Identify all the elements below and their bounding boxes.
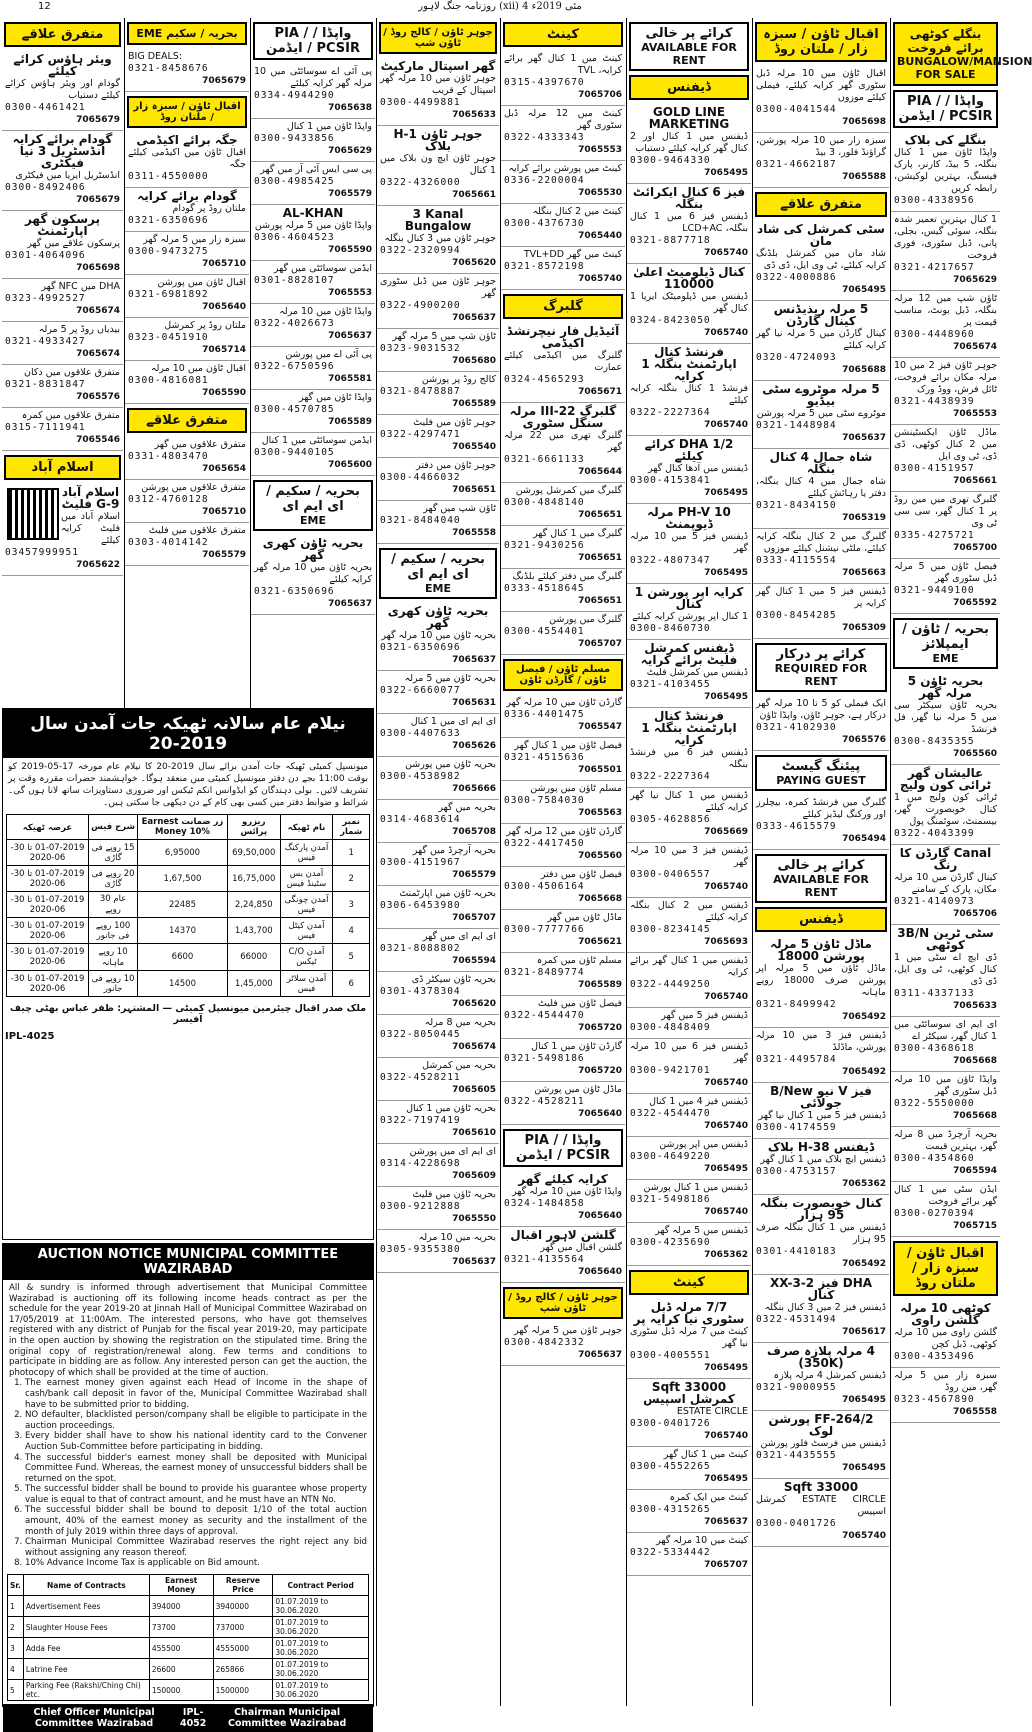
notice-body — [3, 1280, 373, 1572]
column-bungalow-sale — [891, 18, 1032, 1706]
ad-listing: بحریہ ٹاؤن کھری گھر بحریہ ٹاؤن میں 10 مرلہ گھر کرایہ کیلئے 0321-6350696 7065637 — [251, 535, 375, 615]
ad-listing: بحریہ آرچرڈ میں گھر 0300-4151967 7065579 — [377, 843, 499, 886]
ad-listing: فیصل ٹاؤن میں دفتر 0300-4506164 7065668 — [501, 867, 625, 910]
ad-listing: ٹاؤن شپ میں گھر 0321-8484040 7065558 — [377, 501, 499, 544]
notice-signature: ملک صدر اقبال چیئرمین میونسپل کمیٹی — المشتہر: ظفر عباس بھٹی چیف آفیسر — [9, 1003, 367, 1025]
ad-listing: DHA فیز 2-XX-3 کنال ڈیفنس فیز 2 میں 3 کنال بنگلہ 0322-4531494 7065617 — [753, 1275, 889, 1343]
section-header-cantt: کینٹ — [503, 22, 623, 47]
table-cell: 4 — [8, 1659, 24, 1680]
ad-listing: ڈیفنس فیز 3 میں 10 مرلہ گھر 0300-0406557 7065740 — [627, 843, 751, 898]
table-cell: 3 — [333, 892, 370, 918]
ad-listing: کینٹ میں گھر TVL+DD 0321-8572198 7065740 — [501, 247, 625, 290]
ad-listing: ڈیفنس میں اپر پورشن 0300-4649220 7065495 — [627, 1137, 751, 1180]
table-cell: 01-07-2019 تا 30-06-2020 — [7, 892, 89, 918]
ad-listing: مسلم ٹاؤن میں کمرہ 0321-8489774 7065589 — [501, 953, 625, 996]
section-header-available-rent: کرائے پر خالی AVAILABLE FOR RENT — [755, 854, 887, 903]
table-cell: 22485 — [138, 892, 228, 918]
ad-listing: کینٹ میں ایک کمرہ 0300-4315265 7065637 — [627, 1490, 751, 1533]
ad-listing: ڈیفنس فیز 4 میں 1 کنال 0322-4544470 7065740 — [627, 1094, 751, 1137]
ad-listing: 5 مرلہ موٹروے سٹی بیڈیو موٹروے سٹی میں 5 مرلہ پورشن 0321-1448984 7065637 — [753, 381, 889, 449]
section-header-cantt: کینٹ — [629, 1270, 749, 1295]
table-cell: 5 — [333, 944, 370, 971]
ad-listing: 1 کنال بہترین تعمیر شدہ بنگلہ، سوئی گیس، بجلی، پانی، ڈبل سٹوری، فوری فروخت 0321-4217657 7065629 — [891, 212, 1000, 291]
table-cell: 73700 — [149, 1617, 213, 1638]
table-cell: آمدن کیٹل فیس — [280, 918, 333, 944]
ad-listing: جوہر ٹاؤن میں ڈبل سٹوری گھر 0322-4900200 7065637 — [377, 274, 499, 329]
section-header-misc-areas: متفرق علاقے — [127, 408, 247, 433]
column-wapda — [251, 18, 375, 708]
ad-listing: بحریہ میں 8 مرلہ 0322-8050445 7065674 — [377, 1015, 499, 1058]
ad-listing: فیصل ٹاؤن میں 1 کنال گھر 0321-4515636 7065501 — [501, 738, 625, 781]
table-row — [7, 918, 370, 944]
ad-listing: گلبرگ میں فرنشڈ کمرہ، بیچلرز اور ورکنگ لیڈیز کیلئے 0333-4615579 7065494 — [753, 795, 889, 850]
table-cell: 3 — [8, 1638, 24, 1659]
ad-listing: ماڈل ٹاؤن میں گھر 0300-7777766 7065621 — [501, 910, 625, 953]
notice-term: 2. NO defaulter, blacklisted person/company shall be eligible to participate in the auction proceedings. — [25, 1410, 367, 1431]
ad-listing: BIG DEALS: 0321-8458676 7065679 — [125, 49, 249, 92]
column-cantt-gulberg — [501, 18, 625, 1706]
table-cell: عام 30 روپے — [89, 892, 138, 918]
ad-listing: ڈیفنس فیز 5 میں 1 کنال گھر کرایہ پر 0300-8454285 7065309 — [753, 584, 889, 639]
column-rent-iqbal-defence — [753, 18, 889, 1706]
ad-listing: سٹی ٹرین 3B/N کوٹھی ڈی ایچ اے سٹی میں 1 کنال کوٹھی، ٹی وی ایل، ڈی ڈی 0311-4337133 7065633 — [891, 925, 1000, 1017]
auction-notice-english — [2, 1243, 374, 1730]
ad-listing: اقبال ٹاؤن میں 10 مرلہ ڈبل سٹوری گھر کرایہ کیلئے، فیملی کیلئے موزوں 0300-4041544 7065698 — [753, 66, 889, 133]
ad-listing: بحریہ ٹاؤن کھری گھر بحریہ ٹاؤن میں 10 مرلہ گھر 0321-6350696 7065637 — [377, 603, 499, 671]
ad-listing: گھر اسپتال مارکیٹ جوہر ٹاؤن میں 10 مرلہ گھر اسپتال کے قریب 0300-4499881 7065633 — [377, 58, 499, 126]
ad-listing: اقبال ٹاؤن میں پورشن 0321-6981892 7065640 — [125, 275, 249, 318]
ad-listing: 33000 Sqft کمرشل اسپیس ESTATE CIRCLE 0300-0401726 7065740 — [627, 1379, 751, 1447]
ad-listing: Canal گارڈن کا رنگ کینال گارڈن میں 10 مرلہ مکان، پارک کے سامنے 0321-4140973 7065706 — [891, 845, 1000, 925]
notice-title: نیلام عام سالانہ ٹھیکہ جات آمدن سال 2019-20 — [3, 709, 373, 758]
ad-listing: شاہ جمال 4 کنال بنگلہ شاہ جمال میں 4 کنال بنگلہ، دفتر یا رہائش کیلئے 0321-8434150 7065319 — [753, 449, 889, 529]
ad-listing: ٹاؤن شپ میں 12 مرلہ بنگلہ، ڈبل یونٹ، مناسب قیمت پر 0300-4448960 7065674 — [891, 291, 1000, 358]
section-header-eme: EME بحریہ / سکیم — [127, 22, 247, 45]
table-row — [7, 840, 370, 866]
column-misc-islamabad — [2, 18, 123, 708]
table-cell: 394000 — [149, 1596, 213, 1617]
table-cell: 01-07-2019 تا 30-06-2020 — [7, 866, 89, 892]
qr-code-icon — [7, 488, 59, 540]
ad-listing: گارڈن ٹاؤن میں 12 مرلہ گھر 0322-4417450 7065560 — [501, 824, 625, 867]
ad-listing: بحریہ میں 10 مرلہ 0305-9355380 7065637 — [377, 1230, 499, 1273]
table-cell: 01.07.2019 to 30.06.2020 — [273, 1680, 369, 1701]
ad-listing: پرسکون گھر اپارٹمنٹ پرسکون علاقے میں گھر 0301-4064096 7065698 — [2, 211, 123, 279]
ad-listing: ڈیفنس میں 1 کنال نیا گھر کرایہ کیلئے 0305-4628856 7065669 — [627, 788, 751, 843]
ad-listing: 3 Kanal Bungalow جوہر ٹاؤن میں 3 کنال بنگلہ 0322-2320994 7065620 — [377, 206, 499, 274]
table-cell: 01-07-2019 تا 30-06-2020 — [7, 971, 89, 997]
ad-listing: بحریہ میں گھر 0314-4683614 7065708 — [377, 800, 499, 843]
ad-listing: آئیڈیل فار نیچرنشڈ اکیڈمی گلبرگ میں اکیڈمی کیلئے عمارت 0324-4565293 7065671 — [501, 323, 625, 403]
ad-listing: ڈیفنس فیز 5 میں گھر 0300-4848409 — [627, 1008, 751, 1039]
table-cell: Slaughter House Fees — [23, 1617, 149, 1638]
ad-listing: کینٹ میں 10 مرلہ گھر 0322-5334442 7065707 — [627, 1533, 751, 1576]
table-header-cell: زر ضمانت Earnest Money 10% — [138, 815, 228, 840]
table-cell: Parking Fee (Rakshi/Ching Chi) etc. — [23, 1680, 149, 1701]
table-header-cell: ریزرو پرائس — [227, 815, 280, 840]
table-cell: 4555000 — [213, 1638, 273, 1659]
table-cell: 1 — [8, 1596, 24, 1617]
ad-listing: 4 مرلہ پلازہ صرف (350K) ڈیفنس کمرشل 4 مرلہ پلازہ 0321-9000955 7065495 — [753, 1343, 889, 1411]
ad-listing: ای ایم ای سوسائٹی میں 1 کنال گھر، سیکٹر اے 0300-4368618 7065668 — [891, 1017, 1000, 1072]
table-cell: 26600 — [149, 1659, 213, 1680]
section-header-eme: بحریہ / ٹاؤن / ایمپلائز EME — [893, 618, 998, 669]
ad-listing: جوہر ٹاؤن میں فلیٹ 0322-4297471 7065540 — [377, 415, 499, 458]
ad-listing: جوہر ٹاؤن میں دفتر 0300-4466032 7065651 — [377, 458, 499, 501]
table-cell: Adda Fee — [23, 1638, 149, 1659]
masthead: روزنامہ جنگ لاہور (xii) 4 مئی 2019ء — [418, 1, 582, 12]
section-header-iqbal-town: اقبال ٹاؤن / سبزہ زار / ملتان روڈ — [127, 96, 247, 128]
ad-listing: DHA 1/2 کرائے کیلئے ڈیفنس میں آدھا کنال گھر 0300-4153841 7065495 — [627, 436, 751, 504]
ad-listing: گلبرگ میں دفتر کیلئے بلڈنگ 0333-4518645 7065651 — [501, 569, 625, 612]
table-row — [8, 1638, 369, 1659]
table-cell: 6,95000 — [138, 840, 228, 866]
table-cell: 01.07.2019 to 30.06.2020 — [273, 1617, 369, 1638]
ad-listing: متفرق علاقوں میں کمرہ 0315-7111941 7065546 — [2, 408, 123, 451]
ad-listing: گلبرگ میں کمرشل پورشن 0300-4848140 7065651 — [501, 483, 625, 526]
table-cell: Advertisement Fees — [23, 1596, 149, 1617]
table-cell: 15 روپے فی گاڑی — [89, 840, 138, 866]
table-row — [7, 944, 370, 971]
ad-listing: گلبرگ میں پورشن 0300-4554401 7065707 — [501, 612, 625, 655]
section-header-johar-town: جوہر ٹاؤن / کالج روڈ / ٹاؤن شپ — [379, 22, 497, 54]
ad-listing: 5 مرلہ ریذیڈنس کینال گارڈن کینال گارڈن میں 5 مرلہ نیا گھر کرایہ کیلئے 0320-4724093 7065688 — [753, 301, 889, 381]
table-row — [8, 1680, 369, 1701]
ad-listing: پی آئی اے سوسائٹی میں 10 مرلہ گھر کرایہ کیلئے 0334-4944290 7065638 — [251, 64, 375, 119]
ad-listing: 264/2-FF پورشن لوک ڈیفنس میں فرسٹ فلور پورشن 0321-4435555 7065495 — [753, 1411, 889, 1479]
table-cell: آمدن سلاٹر فیس — [280, 971, 333, 997]
table-row — [7, 892, 370, 918]
section-header-misc-areas: متفرق علاقے — [755, 192, 887, 217]
ad-listing: ماڈل ٹاؤن میں پورشن 0322-4528211 7065640 — [501, 1082, 625, 1125]
table-cell: 01.07.2019 to 30.06.2020 — [273, 1659, 369, 1680]
ad-listing: ویئر ہاؤس کرائے کیلئے گودام اور ویئر ہاؤس کرائے کیلئے دستیاب 0300-4461421 7065679 — [2, 51, 123, 131]
table-cell: آمدن پارکنگ فیس — [280, 840, 333, 866]
ad-listing: کینٹ میں پورشن برائے کرایہ 0336-2200004 7065530 — [501, 161, 625, 204]
ad-listing: اقبال ٹاؤن میں 10 مرلہ 0300-4816081 7065590 — [125, 361, 249, 404]
ad-listing: گودام برائے کرایہ انڈسٹریل 3 نیا فیکٹری انڈسٹریل ایریا میں فیکٹری 0300-8492406 7065679 — [2, 131, 123, 211]
section-header-johar-town: جوہر ٹاؤن / کالج روڈ / ٹاؤن شپ — [503, 1287, 623, 1319]
ad-listing: ماڈل ٹاؤن ایکسٹینشن میں 2 کنال کوٹھی، ڈی ڈی، ٹی وی ایل 0300-4151957 7065661 — [891, 425, 1000, 492]
ad-listing: گلبرگ تھری میں مین روڈ پر 1 کنال گھر، سی سی ٹی وی 0335-4275721 7065700 — [891, 492, 1000, 559]
ad-listing: واپڈا ٹاؤن میں 1 کنال 0300-9433856 7065629 — [251, 119, 375, 162]
table-cell: 14500 — [138, 971, 228, 997]
ad-listing: ماڈل ٹاؤن 5 مرلہ پورشن 18000 ماڈل ٹاؤن میں 5 مرلہ اپر پورشن صرف 18000 روپے ماہانہ 0321-8499942 7065492 — [753, 936, 889, 1028]
ad-listing: PH-V 10 مرلہ ڈیوپمنٹ ڈیفنس فیز 5 میں 10 مرلہ گھر 0322-4807347 7065495 — [627, 504, 751, 584]
notice-term: 6. The successful bidder shall be bound to deposit 1/10 of the total auction amount, 40% of the earnest money as security and the installment of the month of July 2019 within three days of approval. — [25, 1505, 367, 1537]
ad-listing: فرنشڈ کنال اپارٹمنٹ بنگلہ 1 کرایہ فرنشڈ 1 کنال بنگلہ کرایہ کیلئے 0322-2227364 7065740 — [627, 344, 751, 436]
contracts-table-urdu — [6, 814, 370, 997]
ad-listing: ڈیفنس فیز 3 میں 10 مرلہ پورشن، ماڈلڈ 0321-4495784 7065492 — [753, 1028, 889, 1083]
ad-listing: ای ایم ای میں گھر 0321-8088802 7065594 — [377, 929, 499, 972]
ad-listing: فرنشڈ کنال اپارٹمنٹ بنگلہ 1 کرایہ ڈیفنس فیز 6 میں فرنشڈ بنگلہ 0322-2227364 — [627, 708, 751, 788]
ad-listing: بحریہ آرچرڈ میں 8 مرلہ گھر، بہترین قیمت 0300-4354860 7065594 — [891, 1127, 1000, 1182]
ad-listing: ملتان روڈ پر کمرشل 0323-0451910 7065714 — [125, 318, 249, 361]
notice-intro: All & sundry is informed through advertisement that Municipal Committee Wazirabad is auctioning off its following income heads contract as per the schedule for the year 2019-20 at Jinnah Hall of Municipal Committee Wazirabad on 17/05/2019 at 11:00Am. The interested persons, who have got themselves registered with any district of Punjab for the fiscal year 2019-20, may participate in the open auction by showing the registration on the stipulated time. Bring the original copy of registration/renewal along. Few terms and conditions to participate in bidding are as follow. Any interested person can get the auction, the photocopy of which shall be provided at the time of auction. — [9, 1283, 367, 1378]
table-header-cell: Earnest Money — [149, 1575, 213, 1596]
table-cell: 2 — [333, 866, 370, 892]
notice-body: میونسپل کمیٹی ٹھیکہ جات آمدن برائے سال 2019-20 کا نیلام عام مورخہ 17-05-2019 کو بوقت 11:00 بجے دن دفتر میونسپل کمیٹی میں منعقد ہوگا۔ خواہشمند حضرات مقررہ وقت پر تشریف لائیں۔ بولی دہندگان کو ایڈوانس انکم ٹیکس اور ضروری دستاویزات ساتھ لانا ہوں گی۔ شرائط و ضوابط دفتر میں کسی بھی کام کے دن دیکھی جا سکتی ہیں۔ — [8, 762, 369, 808]
notice-reference: IPL-4025 — [5, 1031, 55, 1042]
notice-terms — [9, 1378, 367, 1569]
ad-listing: بحریہ ٹاؤن سیکٹر ڈی 0301-4378304 7065620 — [377, 972, 499, 1015]
section-header-eme: بحریہ / سکیم / ای ایم ای EME — [379, 548, 497, 599]
table-cell: آمدن بس سٹینڈ فیس — [280, 866, 333, 892]
table-cell: 737000 — [213, 1617, 273, 1638]
ad-listing: ٹاؤن شپ میں 5 مرلہ گھر 0323-9031532 7065680 — [377, 329, 499, 372]
table-cell: 2 — [8, 1617, 24, 1638]
footer-chairman: Chairman Municipal Committee Wazirabad — [227, 1707, 347, 1730]
ad-listing: عالیشان گھر ٹرائی کون ولیج ٹرائی کون ولیج میں 1 کنال خوبصورت گھر، بیسمنٹ، سوئمنگ پول 0322-4043399 — [891, 765, 1000, 845]
table-cell: 100 روپے فی جانور — [89, 918, 138, 944]
ad-listing: DHA میں NFC گھر 0323-4992527 7065674 — [2, 279, 123, 322]
table-header-cell: Contract Period — [273, 1575, 369, 1596]
table-cell: 1,43,700 — [227, 918, 280, 944]
table-header-cell: عرصہ ٹھیکہ — [7, 815, 89, 840]
ad-listing: کینٹ میں 2 کنال بنگلہ 0300-4376730 7065440 — [501, 204, 625, 247]
table-row — [8, 1659, 369, 1680]
ad-listing: متفرق علاقوں میں دکان 0321-8831847 7065576 — [2, 365, 123, 408]
section-header-wapda: واپڈا / PIA / PCSIR / ایڈمن — [253, 22, 373, 60]
ad-listing: 33000 Sqft ESTATE CIRCLE کمرشل اسپیس 0300-0401726 7065740 — [753, 1479, 889, 1547]
ad-listing: واپڈا ٹاؤن میں 10 مرلہ ڈبل سٹوری گھر 0322-5550000 7065668 — [891, 1072, 1000, 1127]
ad-listing: اسلام آباد G-9 فلیٹ اسلام آباد میں فلیٹ کرایہ کیلئے 03457999951 7065622 — [2, 484, 123, 576]
table-cell: 01.07.2019 to 30.06.2020 — [273, 1638, 369, 1659]
ad-listing: فیصل ٹاؤن میں فلیٹ 0322-4544470 7065720 — [501, 996, 625, 1039]
ad-listing: جوہر ٹاؤن H-1 بلاک جوہر ٹاؤن ایچ ون بلاک میں 1 کنال 0322-4326000 7065661 — [377, 126, 499, 206]
section-header-misc-areas: متفرق علاقے — [4, 22, 121, 47]
section-header-iqbal-town: اقبال ٹاؤن / سبزہ زار / ملتان روڈ — [893, 1241, 998, 1296]
ad-listing: سبزہ زار میں 10 مرلہ پورشن، گراؤنڈ فلور، 3 بیڈ 0321-4662187 7065588 — [753, 133, 889, 188]
section-header-muslim-town: مسلم ٹاؤن / فیصل ٹاؤن / گارڈن ٹاؤن — [503, 659, 623, 691]
table-cell: 1 — [333, 840, 370, 866]
table-header-cell: نام ٹھیکہ — [280, 815, 333, 840]
table-cell: 66000 — [227, 944, 280, 971]
ad-listing: کنال خوبصورت بنگلہ 95 ہزار ڈیفنس میں 1 کنال بنگلہ صرف 95 ہزار 0301-4410183 7065492 — [753, 1195, 889, 1275]
section-header-paying-guest: پیئنگ گیسٹ PAYING GUEST — [755, 755, 887, 791]
table-cell: 455500 — [149, 1638, 213, 1659]
notice-footer — [3, 1704, 373, 1732]
table-cell: 2,24,850 — [227, 892, 280, 918]
notice-title: AUCTION NOTICE MUNICIPAL COMMITTEE WAZIRABAD — [3, 1244, 373, 1280]
ad-listing: گلبرگ میں 2 کنال بنگلہ کرایہ کیلئے، ملٹی نیشنل کیلئے موزوں 0333-4115554 7065663 — [753, 529, 889, 584]
ad-listing: AL-KHAN واپڈا ٹاؤن میں 5 مرلہ پورشن 0306-4604523 7065590 — [251, 205, 375, 261]
ad-listing: ایڈمن سوسائٹی میں گھر 0301-8828107 7065553 — [251, 261, 375, 304]
ad-listing: کینٹ میں 12 مرلہ ڈبل سٹوری گھر 0322-4333343 7065553 — [501, 106, 625, 161]
ad-listing: ڈیفنس میں 1 کنال پورشن 0321-5498186 7065740 — [627, 1180, 751, 1223]
section-header-defence: ڈیفنس — [629, 75, 749, 100]
auction-notice-urdu — [2, 708, 374, 1240]
ad-listing: بحریہ ٹاؤن میں 1 کنال 0322-7197419 7065610 — [377, 1101, 499, 1144]
ad-listing: گلشن لاہور اقبال گلشن اقبال میں گھر 0321-4135564 7065640 — [501, 1227, 625, 1283]
table-cell: آمدن چونگی فیس — [280, 892, 333, 918]
ad-listing: جگہ برائے اکیڈمی اقبال ٹاؤن میں اکیڈمی کیلئے جگہ 0311-4550000 — [125, 132, 249, 188]
ad-listing: کرایہ کیلئے گھر واپڈا ٹاؤن میں 10 مرلہ گھر 0324-1484858 7065640 — [501, 1171, 625, 1227]
table-cell: 20 روپے فی گاڑی — [89, 866, 138, 892]
ad-listing: کرایہ اپر پورشن 1 کنال 1 کنال اپر پورشن کرایہ کیلئے 0300-8460730 — [627, 584, 751, 640]
table-cell: 265866 — [213, 1659, 273, 1680]
ad-listing: کالج روڈ پر پورشن 0321-8478887 7065589 — [377, 372, 499, 415]
notice-term: 4. The successful bidder's earnest money shall be deposited with Municipal Committee Fund. Whereas, the earnest money of unsuccessful bidders shall be returned on the spot. — [25, 1453, 367, 1485]
ad-listing: کینٹ میں 1 کنال گھر برائے کرایہ، TVL 0315-4397670 7065706 — [501, 51, 625, 106]
table-cell: 01-07-2019 تا 30-06-2020 — [7, 840, 89, 866]
ad-listing: بحریہ ٹاؤن میں فلیٹ 0300-9212888 7065550 — [377, 1187, 499, 1230]
table-cell: 10 روپے ماہانہ — [89, 944, 138, 971]
table-cell: 1,67,500 — [138, 866, 228, 892]
table-cell: آمدن C/O ٹیکس — [280, 944, 333, 971]
ad-listing: سٹی کمرشل کی شاد مان شاد مان میں کمرشل بلڈنگ کرایہ کیلئے، ٹی وی ایل، ڈی ڈی 0322-4000886 7065495 — [753, 221, 889, 301]
column-eme-iqbal — [125, 18, 249, 708]
ad-listing: فیز 6 کنال ایکرائٹ بنگلہ ڈیفنس فیز 6 میں 1 کنال بنگلہ، LCD+AC 0321-8877718 7065740 — [627, 184, 751, 264]
table-cell: 14370 — [138, 918, 228, 944]
ad-listing: 7/7 مرلہ ڈبل سٹوری نیا کرایہ پر کینٹ میں 7 مرلہ ڈبل سٹوری نیا گھر 0300-4005551 7065495 — [627, 1299, 751, 1379]
table-header-cell: Sr. — [8, 1575, 24, 1596]
ad-listing: متفرق علاقوں میں گھر 0331-4803470 7065654 — [125, 437, 249, 480]
page-header — [0, 0, 1000, 14]
section-header-islamabad: اسلام آباد — [4, 455, 121, 480]
table-header-cell: Name of Contracts — [23, 1575, 149, 1596]
ad-listing: مسلم ٹاؤن میں پورشن 0300-7584030 7065563 — [501, 781, 625, 824]
table-cell: 69,50,000 — [227, 840, 280, 866]
ad-listing: بحریہ ٹاؤن میں 5 مرلہ 0322-6660077 7065631 — [377, 671, 499, 714]
table-cell: 01-07-2019 تا 30-06-2020 — [7, 918, 89, 944]
ad-listing: ڈیفنس فیز 6 میں 10 مرلہ گھر 0300-9421701 7065740 — [627, 1039, 751, 1094]
page-number: 12 — [38, 1, 51, 12]
ad-listing: گارڈن ٹاؤن میں 10 مرلہ گھر 0336-4401475 7065547 — [501, 695, 625, 738]
ad-listing: ڈیفنس میں 2 کنال بنگلہ کرایہ کیلئے 0300-8234145 7065693 — [627, 898, 751, 953]
ad-listing: ایڈن سٹی میں 1 کنال گھر برائے فروخت 0300-0270394 7065715 — [891, 1182, 1000, 1237]
section-header-iqbal-town: اقبال ٹاؤن / سبزہ زار / ملتان روڈ — [755, 22, 887, 62]
ad-listing: کوٹھی 10 مرلہ گلشن راوی گلشن راوی میں 10 مرلہ کوٹھی، ڈبل کچن 0300-4353496 — [891, 1300, 1000, 1368]
table-cell: 16,75,000 — [227, 866, 280, 892]
ad-listing: بحریہ ٹاؤن میں اپارٹمنٹ 0306-6453980 7065707 — [377, 886, 499, 929]
ad-listing: فیصل ٹاؤن میں 5 مرلہ ڈبل سٹوری گھر 0321-9449100 7065592 — [891, 559, 1000, 614]
ad-listing: ڈیفنس کمرشل فلیٹ برائے کرایہ ڈیفنس میں کمرشل فلیٹ 0321-4103455 7065495 — [627, 640, 751, 708]
footer-reference: IPL-4052 — [179, 1707, 207, 1730]
section-header-gulberg: گلبرگ — [503, 294, 623, 319]
ad-listing: جوہر ٹاؤن فیز 2 میں 10 مرلہ مکان برائے فروخت، ٹائل فرش، ووڈ ورک 0321-4438939 7065553 — [891, 358, 1000, 425]
table-row — [7, 971, 370, 997]
ad-listing: بحریہ میں کمرشل 0322-4528211 7065605 — [377, 1058, 499, 1101]
section-header-wapda: واپڈا / PIA / PCSIR / ایڈمن — [503, 1129, 623, 1167]
table-cell: 4 — [333, 918, 370, 944]
ad-listing: ڈیفنس H-38 بلاک ڈیفنس ایچ بلاک میں 1 کنال گھر 0300-4753157 7065362 — [753, 1139, 889, 1195]
ad-listing: پی سی ایس آئی آر میں گھر 0300-4985425 7065579 — [251, 162, 375, 205]
ad-listing: گلبرگ III-22 مرلہ سنگل سٹوری گلبرگ تھری میں 22 مرلہ گھر 0321-6661133 7065644 — [501, 403, 625, 483]
ad-listing: واپڈا ٹاؤن میں 10 مرلہ 0322-4026673 7065637 — [251, 304, 375, 347]
ad-listing: ای ایم ای میں 1 کنال 0300-4407633 7065626 — [377, 714, 499, 757]
ad-listing: GOLD LINE MARKETING ڈیفنس میں 1 کنال اور 2 کنال گھر کرایہ کیلئے دستیاب 0300-9464330 7065495 — [627, 104, 751, 184]
table-cell: 1,45,000 — [227, 971, 280, 997]
ad-listing: بحریہ ٹاؤن میں پورشن 0300-4538982 7065666 — [377, 757, 499, 800]
ad-listing: فیز V نیو B/New جولائی ڈیفنس فیز 5 میں 1 کنال نیا گھر 0300-4174559 — [753, 1083, 889, 1139]
column-johar-town — [377, 18, 499, 1706]
notice-term: 8. 10% Advance Income Tax is applicable on Bid amount. — [25, 1558, 367, 1569]
notice-term: 3. Every bidder shall have to show his national identity card to the Convener Auction Sub-Committee before participating in bidding. — [25, 1431, 367, 1452]
ad-listing: بحریہ ٹاؤن 5 مرلہ گھر بحریہ ٹاؤن سیکٹر سی میں 5 مرلہ نیا گھر، فل فرنشڈ 0300-8435355 7065560 — [891, 673, 1000, 765]
table-cell: 6600 — [138, 944, 228, 971]
table-row — [8, 1617, 369, 1638]
ad-listing: پی آئی اے میں پورشن 0322-6750596 7065581 — [251, 347, 375, 390]
table-header-cell: نمبر شمار — [333, 815, 370, 840]
ad-listing: ڈیفنس میں 5 مرلہ گھر 0300-4235690 7065362 — [627, 1223, 751, 1266]
ad-listing: ایک فیملی کو 5 تا 10 مرلہ گھر درکار ہے، جوہر ٹاؤن، واپڈا ٹاؤن 0321-4102930 7065576 — [753, 696, 889, 751]
section-header-available-rent: کرائے پر خالی AVAILABLE FOR RENT — [629, 22, 749, 71]
column-available-rent — [627, 18, 751, 1706]
table-row — [7, 866, 370, 892]
ad-listing: متفرق علاقوں میں فلیٹ 0303-4014142 7065579 — [125, 523, 249, 566]
section-header-defence: ڈیفنس — [755, 907, 887, 932]
table-cell: 3940000 — [213, 1596, 273, 1617]
ad-listing: کنال ڈیلومیٹ اعلیٰ 110000 ڈیفنس میں ڈپلومیٹک ایریا 1 کنال گھر 0324-8423050 7065740 — [627, 264, 751, 344]
ad-listing: ایڈمن سوسائٹی میں 1 کنال 0300-9440105 7065600 — [251, 433, 375, 476]
section-header-eme: بحریہ / سکیم / ای ایم ای EME — [253, 480, 373, 531]
ad-listing: سبزہ زار میں 5 مرلہ گھر، مین روڈ 0323-4567890 7065558 — [891, 1368, 1000, 1423]
ad-listing: متفرق علاقوں میں پورشن 0312-4760128 7065710 — [125, 480, 249, 523]
ad-listing: واپڈا ٹاؤن میں گھر 0300-4570785 7065589 — [251, 390, 375, 433]
footer-chief-officer: Chief Officer Municipal Committee Wazirabad — [33, 1707, 155, 1730]
table-cell: 10 روپے فی جانور — [89, 971, 138, 997]
ad-listing: ڈیفنس میں 1 کنال گھر برائے کرایہ 0322-4449250 7065740 — [627, 953, 751, 1008]
table-cell: 01-07-2019 تا 30-06-2020 — [7, 944, 89, 971]
ad-listing: جوہر ٹاؤن میں 5 مرلہ گھر 0300-4842332 7065637 — [501, 1323, 625, 1366]
section-header-required-rent: کرائے پر درکار REQUIRED FOR RENT — [755, 643, 887, 692]
table-header-cell: شرح فیس — [89, 815, 138, 840]
section-header-bungalow-sale: بنگلے کوٹھی برائے فروخت BUNGALOW/MANSION FOR SALE — [893, 22, 998, 86]
table-cell: 5 — [8, 1680, 24, 1701]
table-row — [8, 1596, 369, 1617]
table-cell: 150000 — [149, 1680, 213, 1701]
notice-term: 1. The earnest money given against each Head of Income in the shape of cash/bank call deposit in favor of the, Municipal Committee Wazirabad shall have to be submitted prior to bidding. — [25, 1378, 367, 1410]
table-cell: 01.07.2019 to 30.06.2020 — [273, 1596, 369, 1617]
table-cell: 6 — [333, 971, 370, 997]
ad-listing: کینٹ میں 1 کنال گھر 0300-4552265 7065495 — [627, 1447, 751, 1490]
table-cell: 1500000 — [213, 1680, 273, 1701]
ad-listing: بنگلے کی بلاک واپڈا ٹاؤن میں 1 کنال بنگلہ، 5 بیڈ، کارنر، پارک فیسنگ، بہترین لوکیشن، رابطہ کریں 0300-4338956 — [891, 132, 1000, 212]
ad-listing: گارڈن ٹاؤن میں 1 کنال 0321-5498186 7065720 — [501, 1039, 625, 1082]
section-header-wapda: واپڈا / PIA / PCSIR / ایڈمن — [893, 90, 998, 128]
table-header-cell: Reserve Price — [213, 1575, 273, 1596]
ad-listing: بیدیاں روڈ پر 5 مرلہ 0321-4933427 7065674 — [2, 322, 123, 365]
notice-term: 5. The successful bidder shall be bound to provide his guarantee whose property value is equal to that of contract amount, and he must have an NTN No. — [25, 1484, 367, 1505]
ad-listing: گودام برائے کرایہ ملتان روڈ پر گودام 0321-6350696 — [125, 188, 249, 232]
contracts-table-english — [7, 1574, 369, 1701]
notice-term: 7. Chairman Municipal Committee Wazirabad reserves the right reject any bid without assigning any reason thereof. — [25, 1537, 367, 1558]
table-cell: Latrine Fee — [23, 1659, 149, 1680]
ad-listing: ای ایم ای میں پورشن 0314-4228698 7065609 — [377, 1144, 499, 1187]
ad-listing: سبزہ زار میں 5 مرلہ گھر 0300-9473275 7065710 — [125, 232, 249, 275]
ad-listing: گلبرگ میں 1 کنال گھر 0321-9430256 7065651 — [501, 526, 625, 569]
